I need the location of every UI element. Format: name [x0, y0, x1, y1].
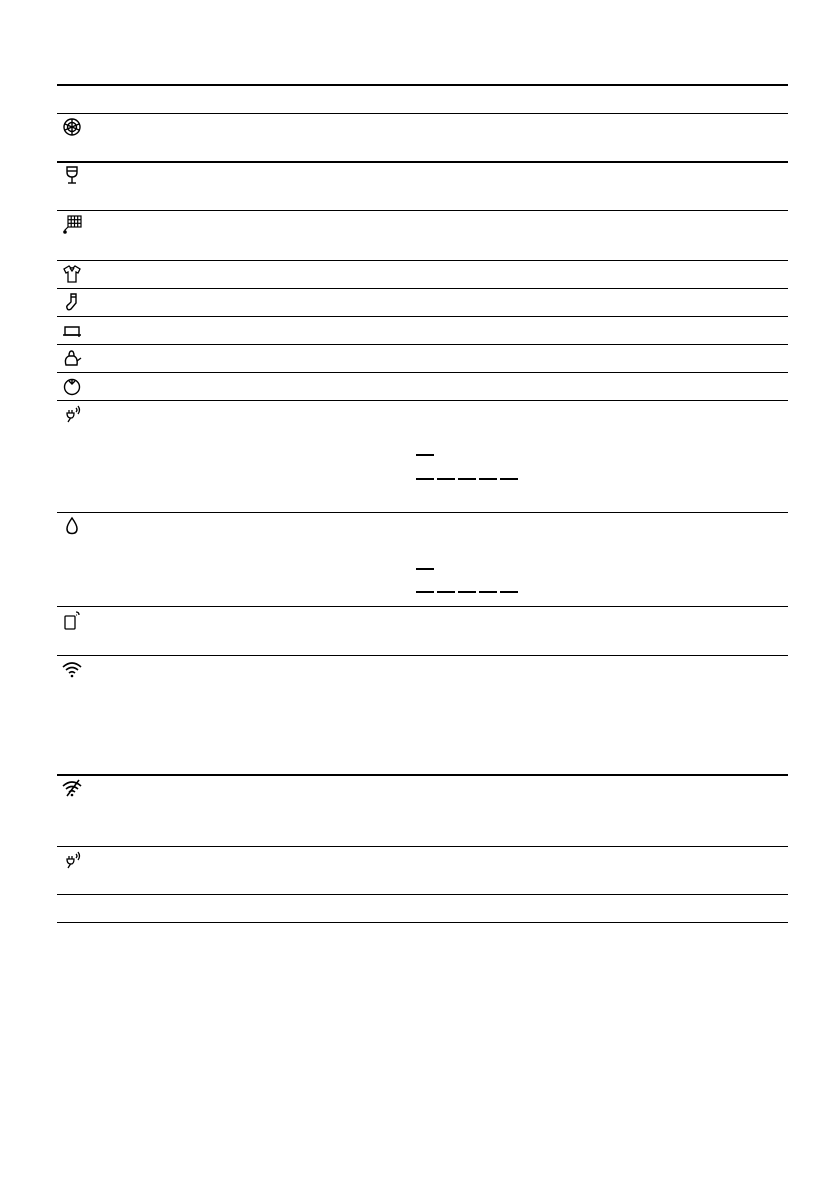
level-segment — [458, 478, 476, 480]
remote-start-plug-icon — [61, 849, 83, 871]
row-rule — [57, 288, 788, 289]
row-rule — [57, 655, 788, 656]
level-indicator — [416, 454, 526, 482]
level-segment — [500, 591, 518, 593]
settings-table — [57, 84, 788, 924]
remote-start-plug-icon — [61, 403, 83, 425]
level-segment — [458, 591, 476, 593]
row-rule — [57, 846, 788, 847]
sock-icon — [61, 291, 83, 313]
level-segment — [437, 478, 455, 480]
wifi-icon — [61, 658, 83, 680]
level-segment — [416, 478, 434, 480]
row-rule — [57, 260, 788, 261]
phone-connect-icon — [61, 609, 83, 631]
level-segment — [416, 454, 434, 456]
row-rule — [57, 344, 788, 345]
row-rule — [57, 372, 788, 373]
level-indicator — [416, 568, 526, 596]
level-segment — [500, 478, 518, 480]
row-rule — [57, 316, 788, 317]
dish-rack-icon — [61, 116, 83, 138]
table-bottom-rule — [57, 922, 788, 923]
level-segment — [479, 591, 497, 593]
shirt-icon — [61, 263, 83, 285]
wifi-off-icon — [61, 777, 83, 799]
row-rule — [57, 774, 788, 776]
level-segment — [416, 591, 434, 593]
table-top-rule — [57, 84, 788, 86]
level-segment — [416, 568, 434, 570]
cutlery-basket-grid-icon — [61, 213, 83, 235]
tray-icon — [61, 319, 83, 341]
level-segment — [479, 478, 497, 480]
row-rule — [57, 210, 788, 211]
kettle-icon — [61, 347, 83, 369]
wine-glass-icon — [61, 164, 83, 186]
row-rule — [57, 161, 788, 163]
row-rule — [57, 512, 788, 513]
row-rule — [57, 894, 788, 895]
tomato-icon — [61, 375, 83, 397]
table-header-rule — [57, 113, 788, 114]
row-rule — [57, 606, 788, 607]
level-segment — [437, 591, 455, 593]
water-drop-icon — [61, 515, 83, 537]
row-rule — [57, 400, 788, 401]
